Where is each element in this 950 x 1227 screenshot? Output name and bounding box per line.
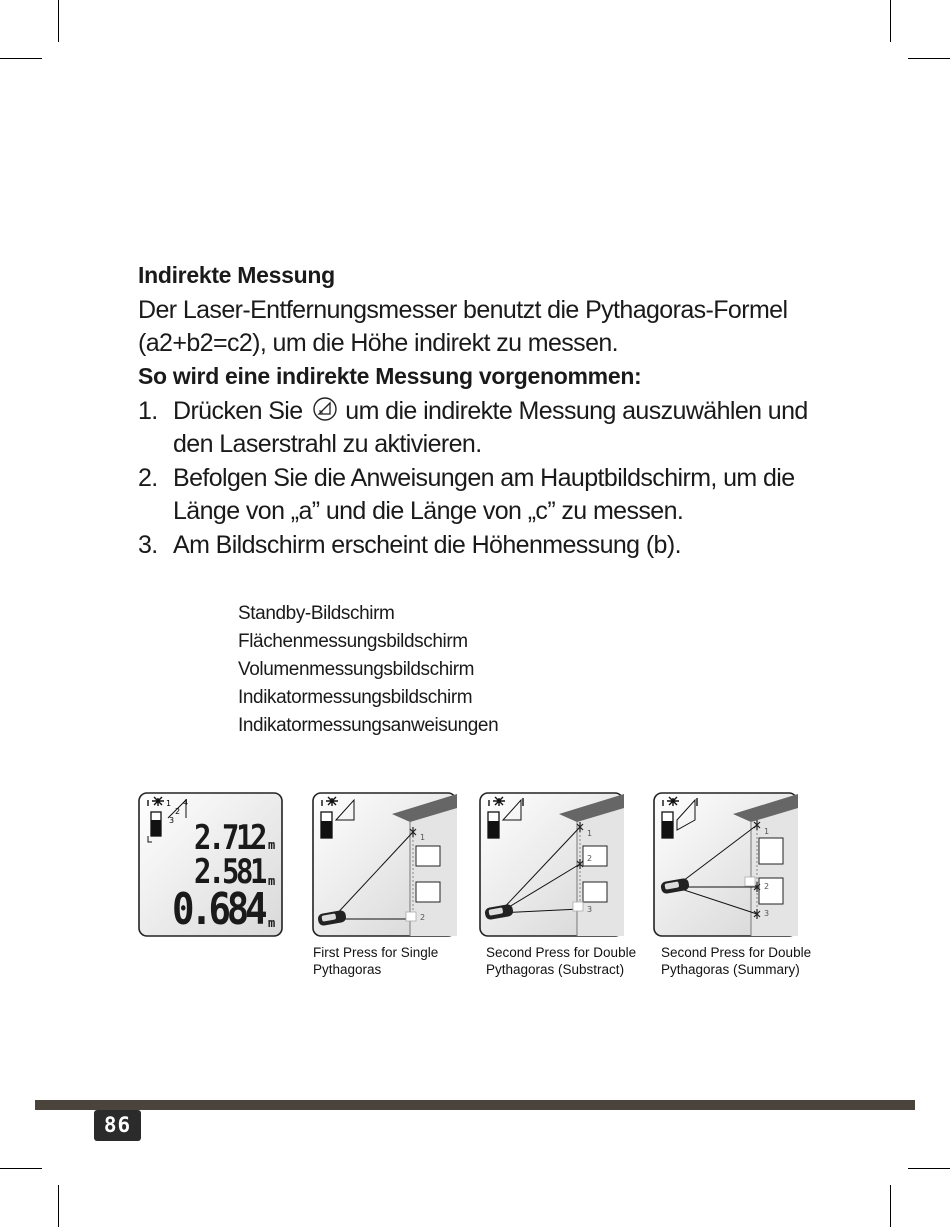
lcd-unit: m <box>268 874 276 888</box>
lcd-display <box>138 792 281 935</box>
point-label: 2 <box>587 854 593 863</box>
crop-mark <box>58 0 59 42</box>
footer-bar <box>35 1100 915 1110</box>
intro-line-2: (a2+b2=c2), um die Höhe indirekt zu messen. <box>138 329 619 357</box>
list-item: Indikatormessungsanweisungen <box>238 715 499 736</box>
diagram-single-pythagoras <box>312 792 455 935</box>
point-label: 1 <box>587 829 593 838</box>
caption-summary <box>661 944 811 978</box>
lcd-row-1: 2.712 <box>194 818 265 858</box>
section-title: Indirekte Messung <box>138 262 335 288</box>
section-subtitle: So wird eine indirekte Messung vorgenommen: <box>138 363 642 389</box>
point-label: 2 <box>764 882 770 891</box>
caption-single <box>313 944 438 978</box>
list-item: Standby-Bildschirm <box>238 603 395 624</box>
step-text: Drücken Sie <box>173 397 303 425</box>
caption-line: Pythagoras <box>313 962 382 977</box>
list-item: Flächenmessungsbildschirm <box>238 631 468 652</box>
caption-line: First Press for Single <box>313 945 439 960</box>
crop-mark <box>908 1168 950 1169</box>
point-label: 3 <box>587 905 593 914</box>
caption-substract <box>486 944 636 978</box>
step-text: Befolgen Sie die Anweisungen am Hauptbildschirm, um die <box>173 464 795 492</box>
point-label: 1 <box>764 827 770 836</box>
lcd-unit: m <box>268 838 276 852</box>
lcd-row-3: 0.684 <box>172 884 264 935</box>
page-number: 86 <box>94 1110 141 1141</box>
step-text: Länge von „a” und die Länge von „c” zu messen. <box>173 497 684 525</box>
lcd-unit: m <box>268 916 276 930</box>
step-number: 3. <box>138 531 158 559</box>
crop-mark <box>0 58 42 59</box>
crop-mark <box>58 1185 59 1227</box>
point-label: 3 <box>764 909 770 918</box>
pythagoras-button-icon <box>313 397 337 421</box>
diagram-double-summary <box>653 792 796 935</box>
caption-line: Pythagoras (Substract) <box>486 962 625 977</box>
point-label: 2 <box>420 913 426 922</box>
screen-list <box>238 600 498 740</box>
step-text: um die indirekte Messung auszuwählen und <box>345 397 808 425</box>
crop-mark <box>908 58 950 59</box>
lcd-label-3: 3 <box>169 816 175 825</box>
caption-line: Pythagoras (Summary) <box>661 962 800 977</box>
lcd-label-1: 1 <box>166 799 172 808</box>
crop-mark <box>890 1185 891 1227</box>
list-item: Volumenmessungsbildschirm <box>238 659 475 680</box>
step-number: 2. <box>138 464 158 492</box>
caption-line: Second Press for Double <box>486 945 637 960</box>
crop-mark <box>890 0 891 42</box>
step-text: den Laserstrahl zu aktivieren. <box>173 430 482 458</box>
point-label: 1 <box>420 833 426 842</box>
lcd-row-2: 2.581 <box>194 852 265 892</box>
step-number: 1. <box>138 397 158 425</box>
intro-line-1: Der Laser-Entfernungsmesser benutzt die Pythagoras-Formel <box>138 296 788 324</box>
crop-mark <box>0 1168 42 1169</box>
step-text: Am Bildschirm erscheint die Höhenmessung (b). <box>173 531 681 559</box>
lcd-label-4: 4 <box>183 798 189 807</box>
lcd-label-2: 2 <box>175 807 181 816</box>
list-item: Indikatormessungsbildschirm <box>238 687 473 708</box>
diagram-double-substract <box>479 792 622 935</box>
caption-line: Second Press for Double <box>661 945 812 960</box>
